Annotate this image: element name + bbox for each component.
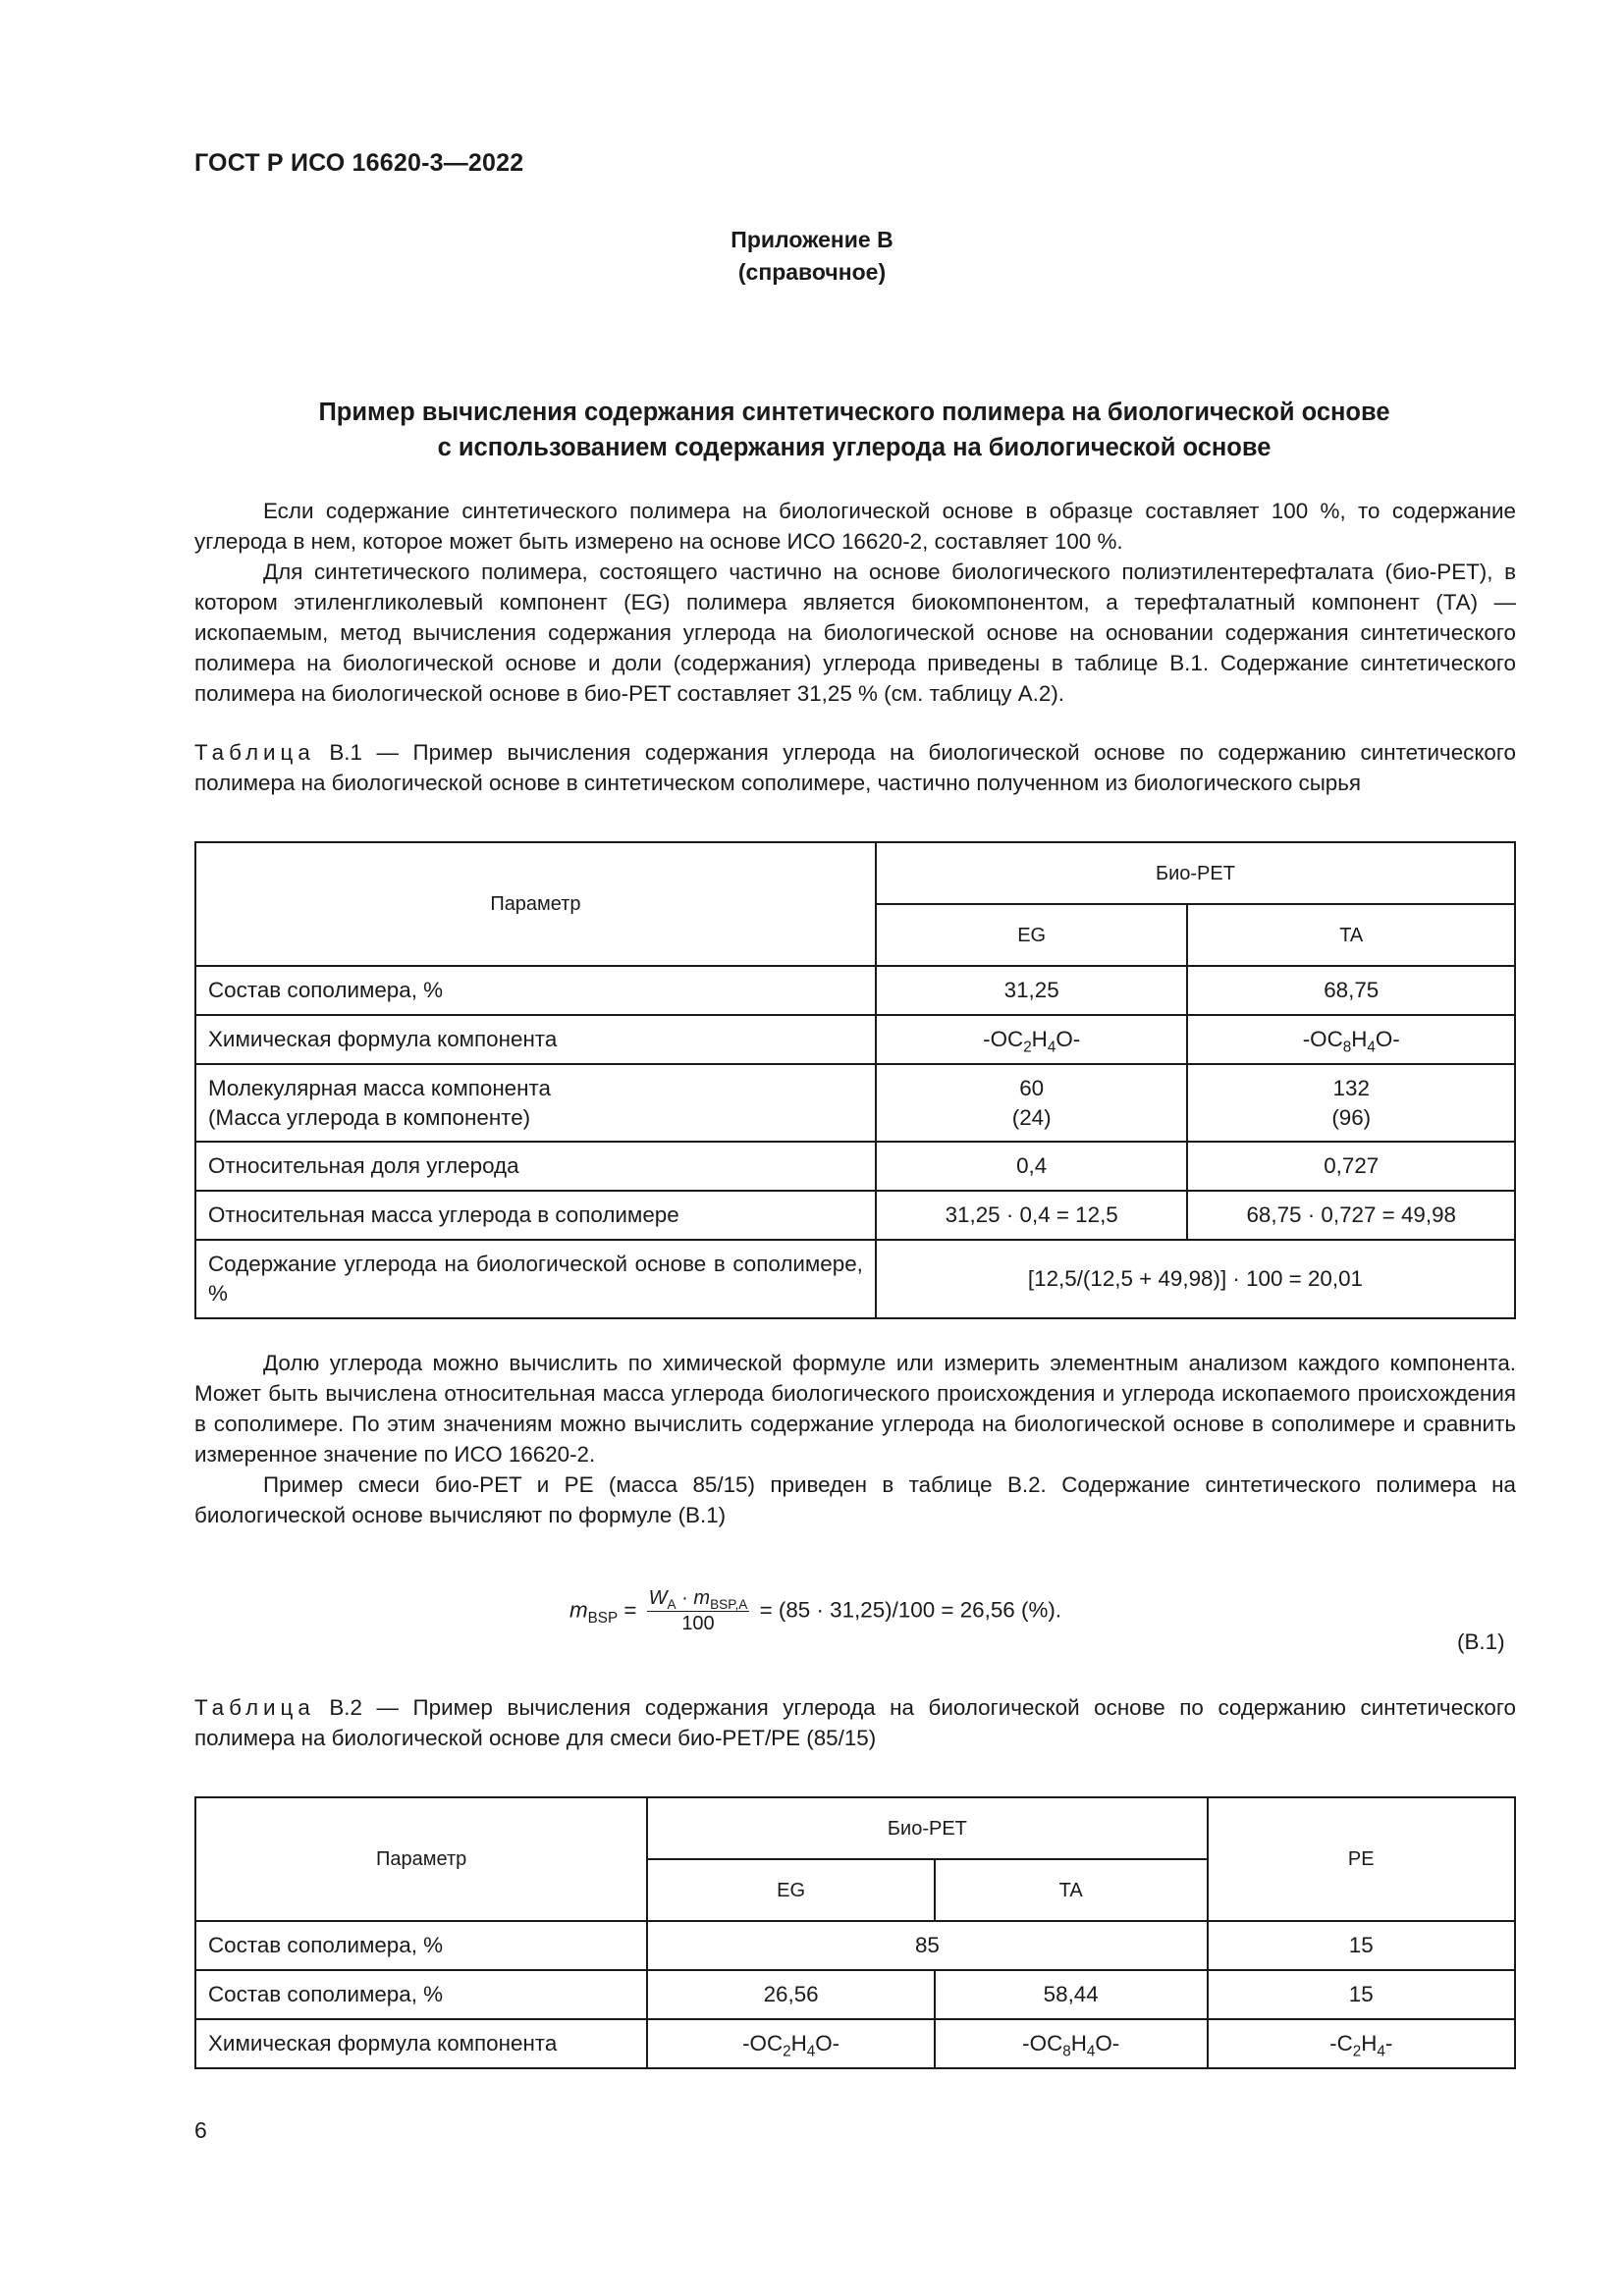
chemical-formula-cell: $-OC_8H_4O-$ (935, 2019, 1208, 2068)
table-row (195, 966, 1515, 1015)
annex-label: Приложение В (731, 227, 893, 252)
formula-fraction: $\frac{W_A \cdot m_{BSP,A}}{100}$ (648, 1587, 748, 1634)
annex-title-line-1: Пример вычисления содержания синтетического полимера на биологической основе (318, 399, 1390, 426)
table-cell: (Масса углерода в компоненте) (208, 1104, 531, 1130)
table-cell: 132 (1332, 1075, 1370, 1100)
table-row (195, 1240, 1515, 1318)
table-row (195, 1970, 1515, 2019)
table-cell: Молекулярная масса компонента (208, 1075, 551, 1100)
table-cell: 58,44 (935, 1970, 1208, 2019)
chemical-formula-cell: $-OC_2H_4O-$ (647, 2019, 935, 2068)
table-cell: 15 (1208, 1970, 1515, 2019)
table2-header-eg: EG (647, 1859, 935, 1921)
table1-header-group: Био-PET (876, 842, 1515, 904)
table-cell: Состав сополимера, % (195, 966, 876, 1015)
formula-number: (В.1) (1457, 1629, 1505, 1654)
table-cell: Содержание углерода на биологической основе в сополимере, % (195, 1240, 876, 1318)
table-cell: Состав сополимера, % (195, 1921, 647, 1970)
middle-paragraph-1: Долю углерода можно вычислить по химической формуле или измерить элементным анализом каждого компонента. Может быть вычислена относительная масса углерода биологического происхождения и углерода ископаемого происхождения в сополимере. По этим значениям можно вычислить содержание углерода на биологической основе в сополимере и сравнить измеренное значение по ИСО 16620-2. (194, 1351, 1516, 1467)
table-row (195, 1064, 1515, 1142)
table-cell: Относительная масса углерода в сополимере (195, 1191, 876, 1240)
middle-paragraph-2: Пример смеси био-PET и PE (масса 85/15) приведен в таблице В.2. Содержание синтетического полимера на биологической основе вычисляют по формуле (В.1) (194, 1472, 1516, 1527)
table-cell: Состав сополимера, % (195, 1970, 647, 2019)
annex-title (196, 395, 1512, 465)
table1-caption-text: В.1 — Пример вычисления содержания углерода на биологической основе по содержанию синтетического полимера на биологической основе в синтетическом сополимере, частично полученном из биологического сырья (194, 740, 1516, 795)
table-b1 (194, 841, 1516, 1319)
page-number: 6 (194, 2117, 207, 2143)
table2-header-group: Био-PET (647, 1797, 1207, 1859)
table-cell: [12,5/(12,5 + 49,98)] · 100 = 20,01 (876, 1240, 1515, 1318)
table-cell: 0,727 (1187, 1142, 1515, 1191)
table1-header-param: Параметр (195, 842, 876, 966)
table-cell: 31,25 · 0,4 = 12,5 (876, 1191, 1188, 1240)
annex-title-line-2: с использованием содержания углерода на биологической основе (437, 434, 1272, 461)
table-cell: (24) (1011, 1104, 1052, 1130)
table-row (195, 1191, 1515, 1240)
chemical-formula-cell: $-OC_8H_4O-$ (1187, 1015, 1515, 1064)
table-row (195, 1142, 1515, 1191)
table-cell: 60 (1019, 1075, 1045, 1100)
table2-header-pe: PE (1208, 1797, 1515, 1921)
middle-text (194, 1348, 1516, 1530)
table2-header-param: Параметр (195, 1797, 647, 1921)
standard-code-header: ГОСТ Р ИСО 16620-3—2022 (194, 149, 524, 177)
table-cell: 15 (1208, 1921, 1515, 1970)
table-cell: 68,75 · 0,727 = 49,98 (1187, 1191, 1515, 1240)
intro-paragraph-2: Для синтетического полимера, состоящего частично на основе биологического полиэтилентерефталата (био-PET), в котором этиленгликолевый компонент (EG) полимера является биокомпонентом, а терефталатный компонент (ТА) — ископаемым, метод вычисления содержания углерода на биологической основе на основании содержания синтетического полимера на биологической основе и доли (содержания) углерода приведены в таблице В.1. Содержание синтетического полимера на биологической основе в био-PET составляет 31,25 % (см. таблицу А.2). (194, 560, 1516, 706)
table-cell: 26,56 (647, 1970, 935, 2019)
chemical-formula-cell: $-OC_2H_4O-$ (876, 1015, 1188, 1064)
table2-caption-text: В.2 — Пример вычисления содержания углерода на биологической основе по содержанию синтетического полимера на биологической основе для смеси био-PET/PE (85/15) (194, 1695, 1516, 1750)
table-cell: 0,4 (876, 1142, 1188, 1191)
table2-caption (194, 1692, 1516, 1753)
table1-header-ta: TA (1187, 904, 1515, 966)
formula-result: = (85 · 31,25)/100 = 26,56 (%). (759, 1597, 1062, 1623)
table2-caption-label: Таблица (194, 1695, 315, 1720)
intro-paragraph-1: Если содержание синтетического полимера на биологической основе в образце составляет 100 %, то содержание углерода в нем, которое может быть измерено на основе ИСО 16620-2, составляет 100 %. (194, 499, 1516, 554)
annex-status: (справочное) (737, 259, 887, 285)
formula-b1: $m_{BSP}$ = $\frac{W_A \cdot m_{BSP,A}}{100}$ = (85 · 31,25)/100 = 26,56 (%). (569, 1587, 1062, 1634)
table-cell: 68,75 (1187, 966, 1515, 1015)
table-row (195, 2019, 1515, 2068)
table-cell: (96) (1331, 1104, 1372, 1130)
table-row (195, 1921, 1515, 1970)
table-b2 (194, 1796, 1516, 2069)
table-row (195, 1015, 1515, 1064)
table1-caption-label: Таблица (194, 740, 315, 765)
table-cell: Относительная доля углерода (195, 1142, 876, 1191)
table2-header-ta: TA (935, 1859, 1208, 1921)
chemical-formula-cell: $-C_2H_4-$ (1208, 2019, 1515, 2068)
intro-text (194, 496, 1516, 709)
table-cell: Химическая формула компонента (195, 1015, 876, 1064)
table-cell: 31,25 (876, 966, 1188, 1015)
table1-caption (194, 737, 1516, 798)
table1-header-eg: EG (876, 904, 1188, 966)
table-cell: 85 (647, 1921, 1207, 1970)
table-cell: Химическая формула компонента (195, 2019, 647, 2068)
